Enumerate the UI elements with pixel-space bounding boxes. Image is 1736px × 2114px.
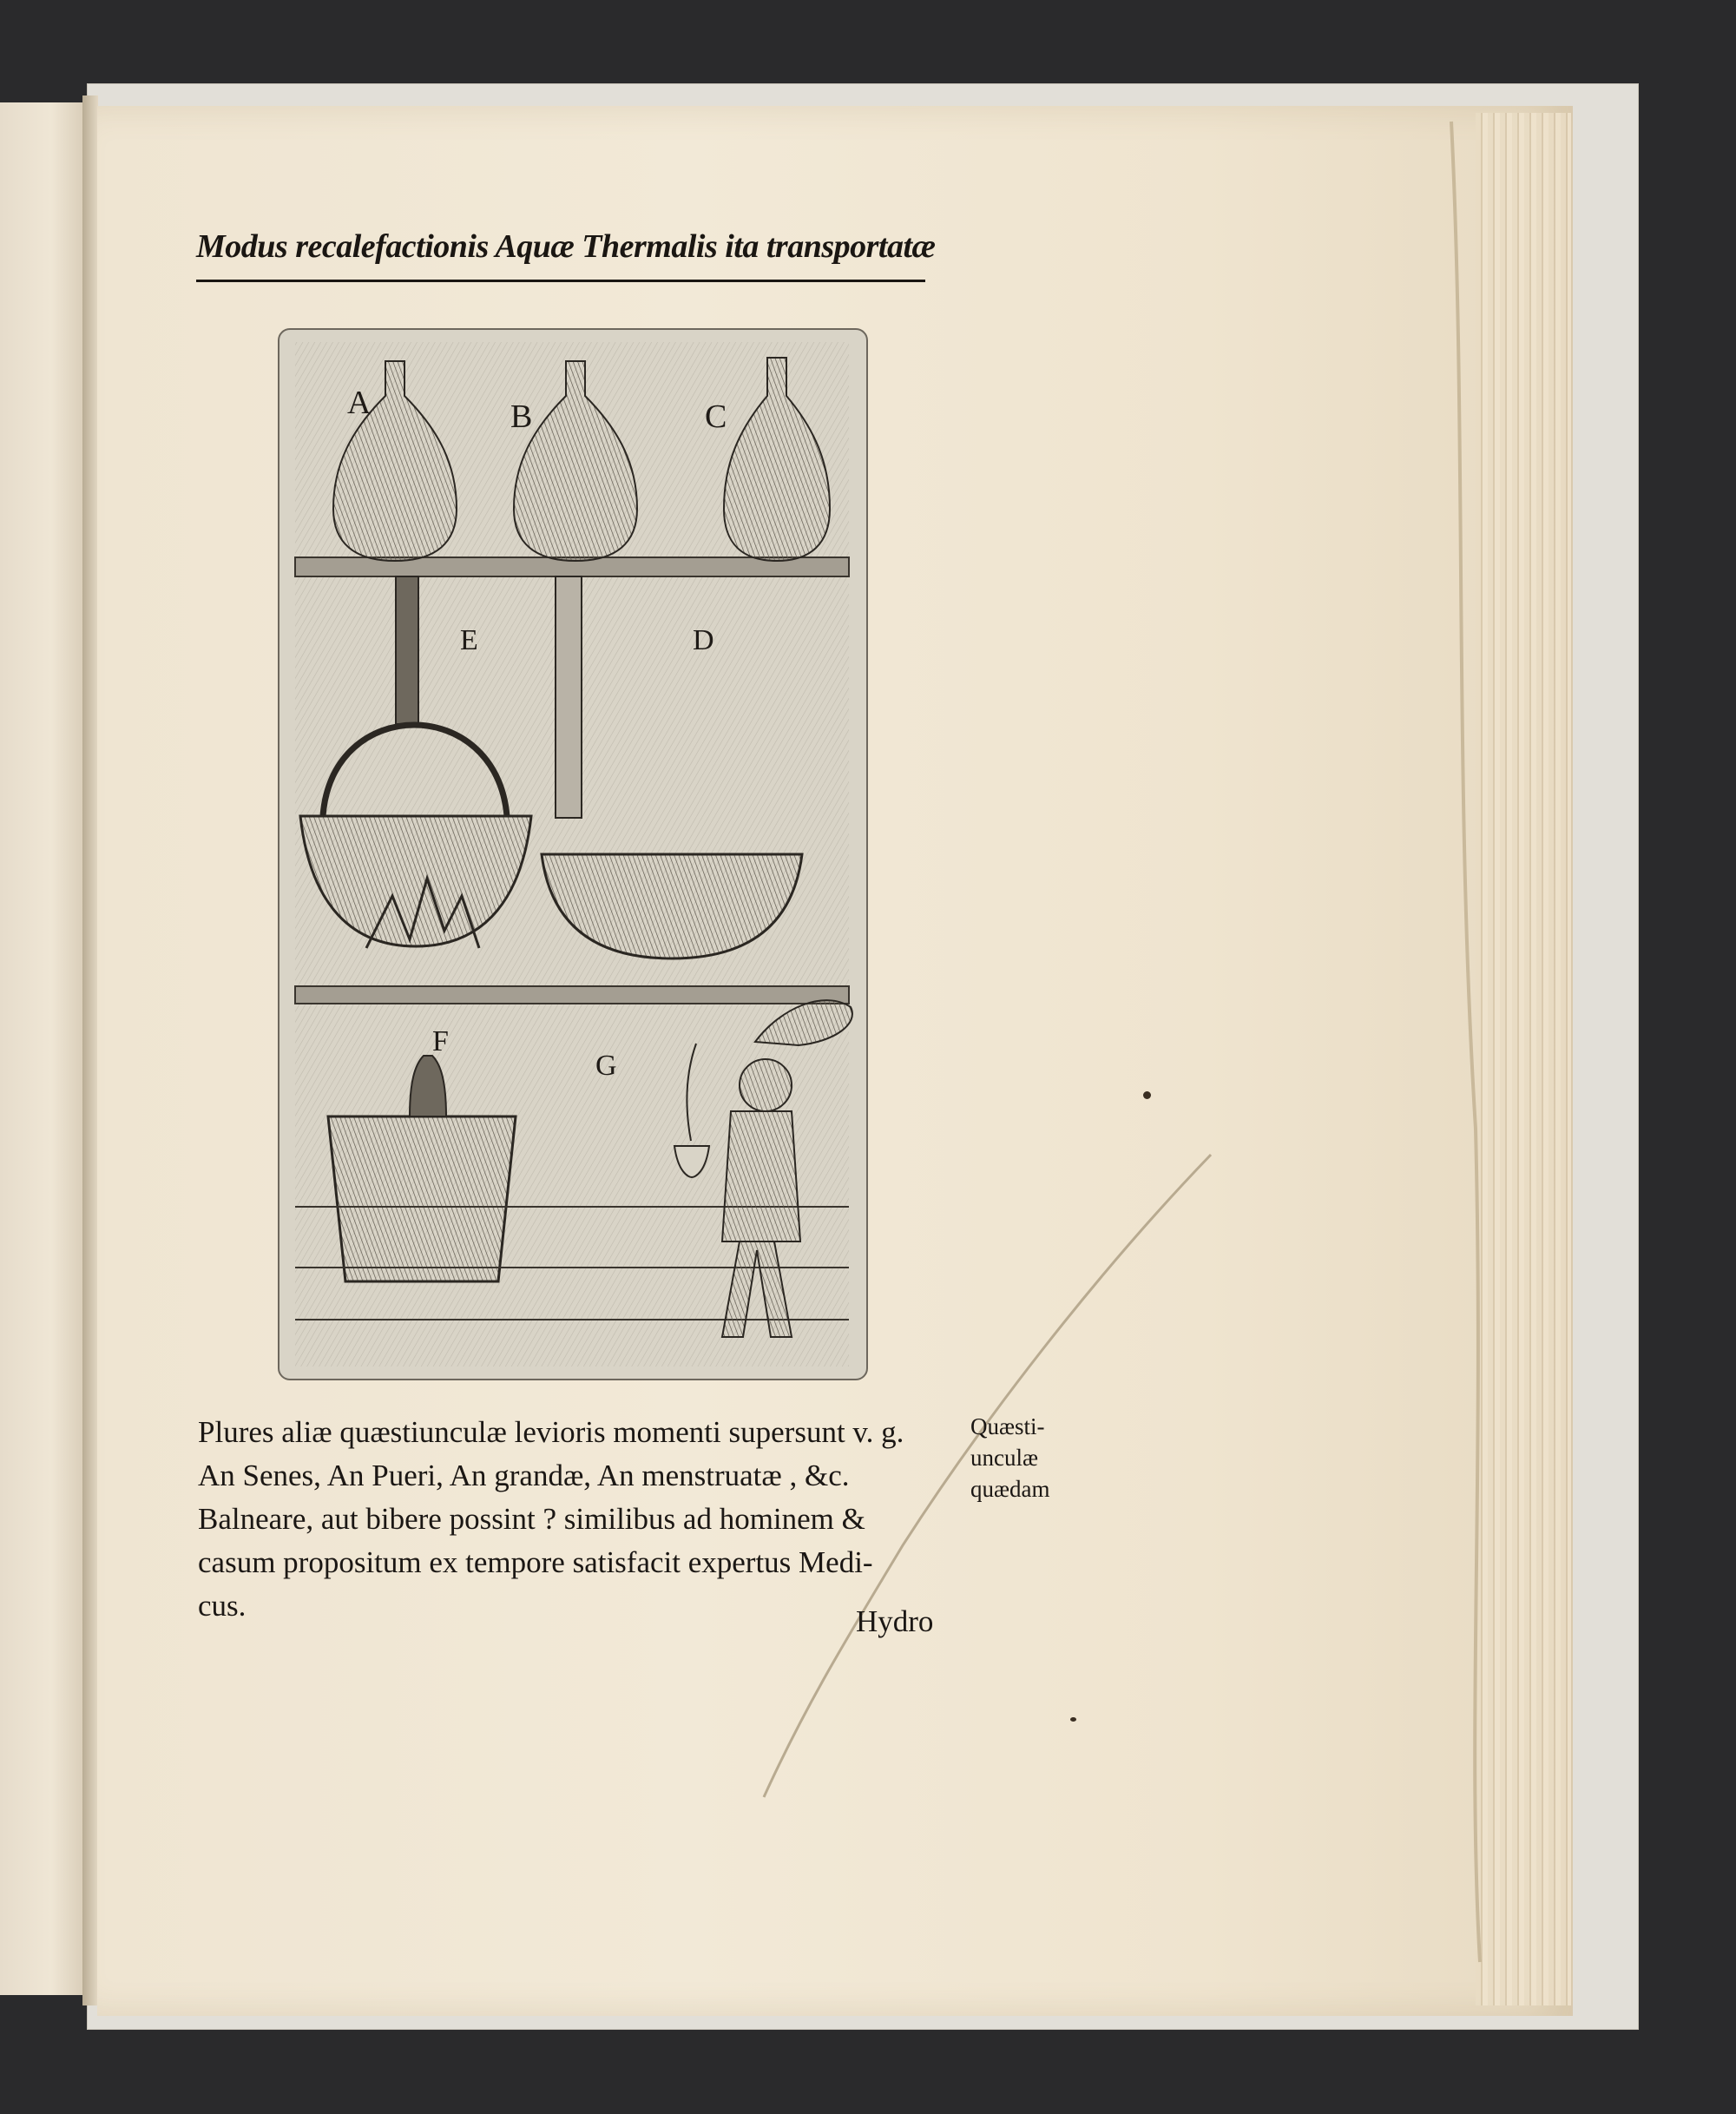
catchword: Hydro bbox=[856, 1604, 934, 1638]
plate-label-b: B bbox=[510, 398, 533, 435]
text-line: Balneare, aut bibere possint ? similibus ad hominem & bbox=[198, 1502, 865, 1536]
plate-label-e: E bbox=[460, 624, 478, 656]
text-line: casum propositum ex tempore satisfacit expertus Medi- bbox=[198, 1545, 873, 1579]
plate-label-a: A bbox=[347, 385, 372, 421]
margin-note-line: quædam bbox=[970, 1476, 1050, 1502]
plate-label-f: F bbox=[432, 1025, 449, 1057]
ink-spot bbox=[1070, 1717, 1076, 1722]
left-page-edge bbox=[0, 102, 87, 1995]
engraving-plate bbox=[278, 328, 868, 1380]
text-line: An Senes, An Pueri, An grandæ, An menstruatæ , &c. bbox=[198, 1459, 850, 1492]
ink-spot bbox=[1143, 1091, 1151, 1099]
page-fore-edge bbox=[1476, 113, 1571, 2005]
body-paragraph bbox=[198, 1411, 962, 1628]
plate-label-d: D bbox=[693, 624, 714, 656]
text-line: cus. bbox=[198, 1589, 247, 1623]
plate-label-c: C bbox=[705, 398, 727, 435]
engraving-illustration bbox=[279, 330, 866, 1379]
book-gutter bbox=[82, 95, 98, 2005]
margin-note bbox=[970, 1411, 1101, 1505]
text-line: Plures aliæ quæstiunculæ levioris momenti supersunt v. g. bbox=[198, 1415, 904, 1449]
margin-note-line: unculæ bbox=[970, 1445, 1038, 1471]
running-head: Modus recalefactionis Aquæ Thermalis ita transportatæ bbox=[196, 227, 925, 282]
margin-note-line: Quæsti- bbox=[970, 1413, 1045, 1439]
plate-label-g: G bbox=[595, 1050, 617, 1082]
